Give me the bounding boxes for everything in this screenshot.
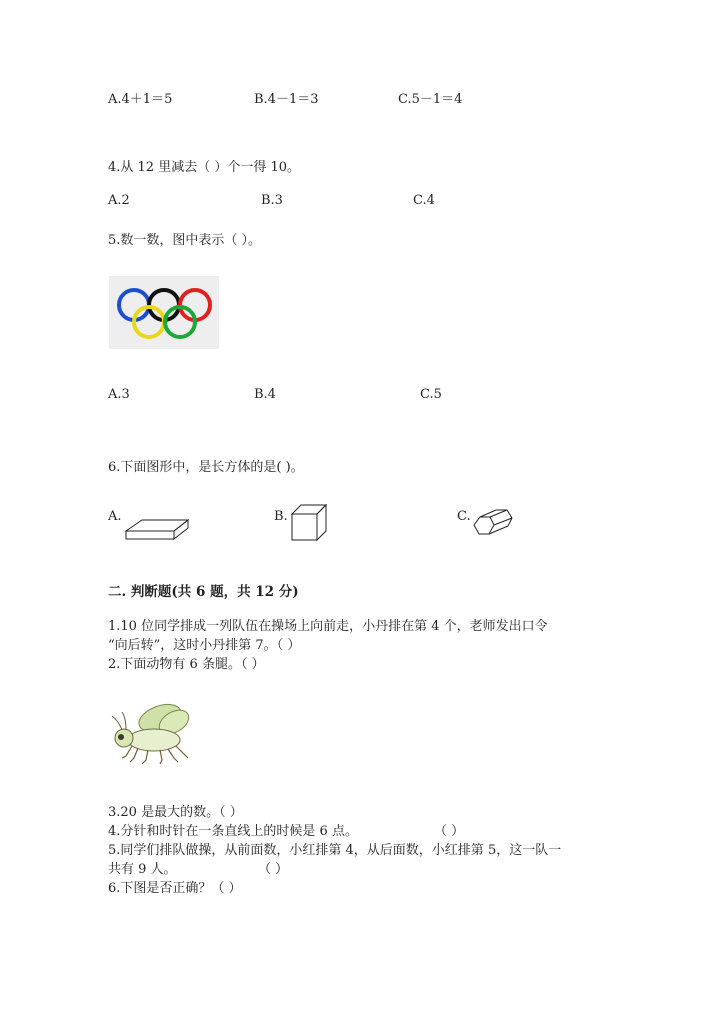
q3-option-c[interactable]: C.5－1＝4 <box>398 92 463 107</box>
q6-option-a[interactable]: A. <box>108 509 122 524</box>
q3-option-b[interactable]: B.4－1＝3 <box>254 92 319 107</box>
tf-item-5-line1: 5.同学们排队做操，从前面数，小红排第 4，从后面数，小红排第 5，这一队一 <box>108 843 562 858</box>
q6-stem: 6.下面图形中，是长方体的是( )。 <box>108 460 304 475</box>
q5-stem: 5.数一数，图中表示（ ）。 <box>108 233 262 248</box>
tf-item-6: 6.下图是否正确？（ ） <box>108 881 242 896</box>
hexagonal-prism-icon <box>472 507 516 541</box>
flat-cuboid-icon <box>124 514 190 542</box>
q5-option-b[interactable]: B.4 <box>254 387 276 402</box>
tf-item-2: 2.下面动物有 6 条腿。（ ） <box>108 657 265 672</box>
tf-item-3: 3.20 是最大的数。（ ） <box>108 805 243 820</box>
section-heading: 二. 判断题(共 6 题，共 12 分) <box>108 584 299 600</box>
q4-option-a[interactable]: A.2 <box>108 193 130 208</box>
tf-item-4: 4.分针和时针在一条直线上的时候是 6 点。 <box>108 824 358 839</box>
cube-icon <box>289 502 329 542</box>
q3-option-a[interactable]: A.4＋1＝5 <box>108 92 173 107</box>
tf-item-4-blank[interactable]: （ ） <box>434 824 465 839</box>
q6-option-c[interactable]: C. <box>457 509 471 524</box>
tf-item-5-line2: 共有 9 人。 <box>108 862 177 877</box>
tf-item-5-blank[interactable]: （ ） <box>258 862 289 877</box>
q4-stem: 4.从 12 里减去（ ）个一得 10。 <box>108 160 301 175</box>
q4-option-b[interactable]: B.3 <box>261 193 283 208</box>
olympic-rings-icon <box>109 276 219 349</box>
q4-option-c[interactable]: C.4 <box>413 193 435 208</box>
q5-option-a[interactable]: A.3 <box>108 387 130 402</box>
tf-item-1-line1: 1.10 位同学排成一列队伍在操场上向前走，小丹排在第 4 个，老师发出口令 <box>108 619 548 634</box>
fly-insect-icon <box>108 700 194 766</box>
q5-option-c[interactable]: C.5 <box>420 387 442 402</box>
tf-item-1-line2: “向后转”，这时小丹排第 7。（ ） <box>108 638 301 653</box>
q6-option-b[interactable]: B. <box>274 509 288 524</box>
